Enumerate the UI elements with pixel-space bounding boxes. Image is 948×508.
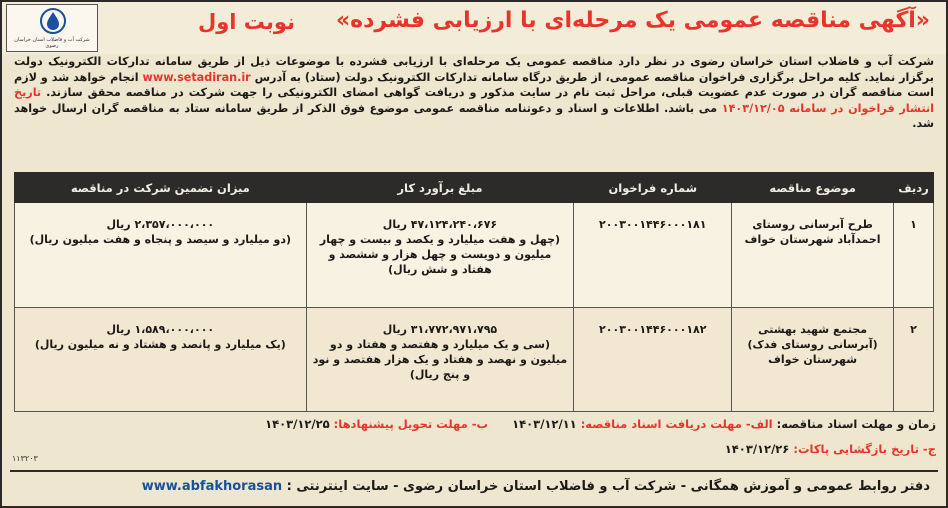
row-call-number: ۲۰۰۳۰۰۱۴۴۶۰۰۰۱۸۲	[574, 307, 732, 412]
publish-date: تاریخ انتشار فراخوان در سامانه ۱۴۰۳/۱۲/۰۵	[14, 86, 934, 115]
estimate-words: (چهل و هفت میلیارد و یکصد و بیست و چهار میلیون و دویست و چهل هزار و ششصد و هفتاد و شش ریال)	[319, 233, 561, 276]
tender-table	[14, 172, 934, 412]
row-index: ۱	[894, 203, 934, 308]
receive-label: الف- مهلت دریافت اسناد مناقصه:	[580, 417, 773, 431]
footer	[10, 470, 938, 504]
publication-round: نوبت اول	[198, 10, 295, 34]
estimate-amount: ۴۷،۱۲۴،۲۴۰،۶۷۶ ریال	[382, 218, 498, 231]
table-row	[15, 307, 934, 412]
table-row	[15, 203, 934, 308]
submit-date: ۱۴۰۳/۱۲/۲۵	[265, 417, 330, 431]
notice-code: ۱۱۳۲۰۳	[12, 454, 38, 463]
row-estimate	[306, 307, 574, 412]
intro-text-3: می باشد. اطلاعات و اسناد و دعوتنامه مناقصه عمومی موضوع فوق الذکر از طریق سامانه ستاد به مناقصه گران ارسال خواهد شد.	[14, 101, 934, 131]
logo-caption: شرکت آب و فاضلاب استان خراسان رضوی	[14, 37, 90, 49]
row-subject: طرح آبرسانی روستای احمدآباد شهرستان خواف	[732, 203, 894, 308]
estimate-amount: ۳۱،۷۷۲،۹۷۱،۷۹۵ ریال	[382, 322, 498, 336]
footer-website-link[interactable]: www.abfakhorasan	[141, 479, 283, 494]
row-guarantee	[15, 307, 307, 412]
water-drop-icon	[38, 7, 68, 35]
intro-text-1: شرکت آب و فاضلاب استان خراسان رضوی در نظر دارد مناقصه عمومی یک مرحله‌ای با ارزیابی فشرده با موضوعات ذیل از طریق سامانه تدارکات الکترونیک دولت برگزار نماید. کلیه مراحل برگزاری فراخوان مناقصه عمومی، از طریق درگاه سامانه تدارکات الکترونیک دولت (ستاد) به آدرس	[14, 55, 934, 84]
header-guarantee: میزان تضمین شرکت در مناقصه	[15, 173, 307, 203]
row-guarantee	[15, 203, 307, 308]
row-call-number: ۲۰۰۳۰۰۱۴۴۶۰۰۰۱۸۱	[574, 203, 732, 308]
document-deadlines	[265, 417, 936, 431]
guarantee-words: (دو میلیارد و سیصد و پنجاه و هفت میلیون ریال)	[29, 233, 292, 246]
opening-date-line	[725, 442, 936, 456]
header-estimate: مبلغ برآورد کار	[306, 173, 574, 203]
row-index: ۲	[894, 307, 934, 412]
table-header-row	[15, 173, 934, 203]
estimate-words: (سی و یک میلیارد و هفتصد و هفتاد و دو میلیون و نهصد و هفتاد و یک هزار هفتصد و نود و پنج ریال)	[312, 337, 568, 381]
receive-date: ۱۴۰۳/۱۲/۱۱	[512, 417, 577, 431]
row-estimate	[306, 203, 574, 308]
row-subject: مجتمع شهید بهشتی (آبرسانی روستای فدک) شهرستان خواف	[732, 307, 894, 412]
header-index: ردیف	[894, 173, 934, 203]
intro-text-2: انجام خواهد شد و لازم است مناقصه گران در صورت عدم عضویت قبلی، مراحل ثبت نام در سایت مذکور و دریافت گواهی امضای الکترونیکی را جهت شرکت در مناقصه محقق سازند.	[14, 70, 934, 100]
setad-website-link[interactable]: www.setadiran.ir	[142, 70, 251, 84]
header-subject: موضوع مناقصه	[732, 173, 894, 203]
guarantee-amount: ۲،۳۵۷،۰۰۰،۰۰۰ ریال	[106, 218, 215, 231]
submit-label: ب- مهلت تحویل پیشنهادها:	[333, 417, 489, 431]
page-title: «آگهی مناقصه عمومی یک مرحله‌ای با ارزیابی فشرده»	[335, 8, 930, 33]
company-logo	[6, 4, 98, 52]
guarantee-amount: ۱،۵۸۹،۰۰۰،۰۰۰ ریال	[106, 322, 215, 336]
open-label: ج- تاریخ بازگشایی پاکات:	[793, 442, 936, 456]
intro-paragraph	[14, 54, 934, 170]
notice-header	[2, 2, 946, 54]
guarantee-words: (یک میلیارد و پانصد و هشتاد و نه میلیون ریال)	[34, 337, 286, 351]
deadline-title: زمان و مهلت اسناد مناقصه:	[776, 417, 936, 431]
header-call-number: شماره فراخوان	[574, 173, 732, 203]
footer-text: دفتر روابط عمومی و آموزش همگانی - شرکت آب و فاضلاب استان خراسان رضوی - سایت اینترنتی :	[286, 479, 930, 494]
open-date: ۱۴۰۳/۱۲/۲۶	[724, 442, 790, 456]
